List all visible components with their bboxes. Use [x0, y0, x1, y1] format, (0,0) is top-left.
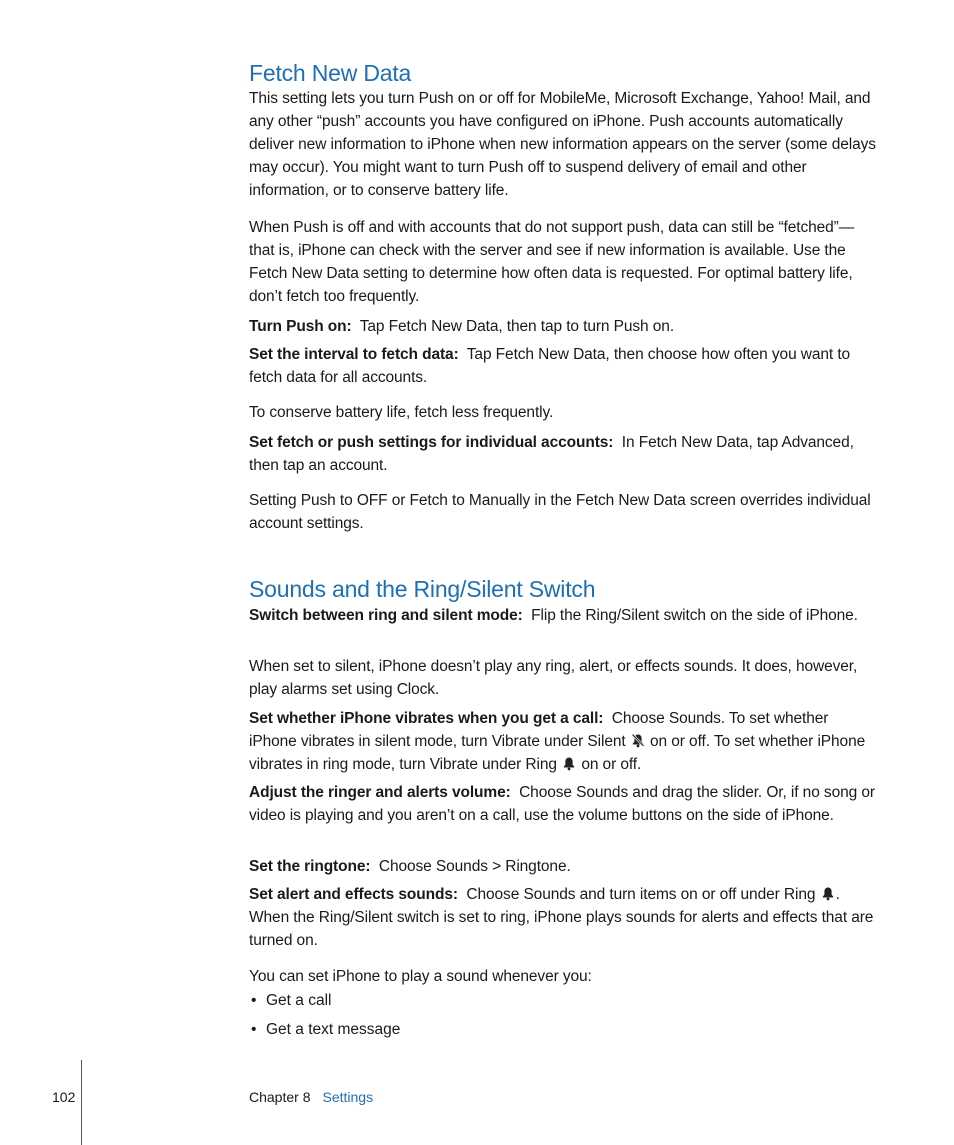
section-label: Settings: [322, 1089, 374, 1105]
heading-sounds-ring-silent: Sounds and the Ring/Silent Switch: [249, 576, 596, 602]
sound-event-list: [249, 989, 879, 1041]
sound-intro: You can set iPhone to play a sound whenever you:: [249, 968, 592, 985]
running-footer: [249, 1088, 373, 1106]
fetch-push-off-paragraph: When Push is off and with accounts that do not support push, data can still be “fetched”—that is, iPhone can check with the server and see if new information is available. Use the Fetch New Data setting to determine how often data is requested. For optimal battery life, don’t fetch too frequently.: [249, 219, 855, 305]
task-lead: Set whether iPhone vibrates when you get a call:: [249, 710, 604, 727]
task-text: Choose Sounds. To set whether iPhone vibrates in silent mode, turn Vibrate under Silent: [249, 710, 829, 750]
list-item: • Get a text message: [249, 1018, 879, 1041]
task-text: . When the Ring/Silent switch is set to ring, iPhone plays sounds for alerts and effects that are turned on.: [249, 886, 874, 949]
task-text: Tap Fetch New Data, then tap to turn Push on.: [359, 318, 675, 335]
task-text: Choose Sounds and drag the slider. Or, if no song or video is playing and you aren’t on a call, use the volume buttons on the side of iPhone.: [249, 784, 875, 824]
override-note: Setting Push to OFF or Fetch to Manually in the Fetch New Data screen overrides individual account settings.: [249, 492, 871, 532]
task-individual-accounts: [249, 431, 879, 477]
task-text: Tap Fetch New Data, then choose how often you want to fetch data for all accounts.: [249, 346, 851, 386]
task-switch-ring-silent: [249, 604, 879, 627]
footer-divider: [81, 1060, 82, 1145]
task-lead: Turn Push on:: [249, 318, 352, 335]
fetch-intro-paragraph: This setting lets you turn Push on or off for MobileMe, Microsoft Exchange, Yahoo! Mail, and any other “push” accounts you have configured on iPhone. Push accounts automatically deliver new information to iPhone when new information appears on the server (some delays may occur). You might want to turn Push off to suspend delivery of email and other information, or to conserve battery life.: [249, 90, 876, 199]
bell-icon: [562, 756, 576, 771]
task-set-ringtone: [249, 855, 879, 878]
task-turn-push-on: [249, 315, 879, 338]
task-lead: Set alert and effects sounds:: [249, 886, 458, 903]
page-number: 102: [52, 1089, 76, 1105]
task-lead: Set fetch or push settings for individual accounts:: [249, 434, 614, 451]
bell-slash-icon: [631, 733, 645, 748]
task-lead: Switch between ring and silent mode:: [249, 607, 523, 624]
heading-fetch-new-data: Fetch New Data: [249, 60, 412, 86]
conserve-battery-note: To conserve battery life, fetch less frequently.: [249, 404, 554, 421]
bell-icon: [821, 886, 835, 901]
task-text: Choose Sounds > Ringtone.: [378, 858, 571, 875]
task-text: Choose Sounds and turn items on or off under Ring: [466, 886, 816, 903]
task-text: on or off. To set whether iPhone vibrates in ring mode, turn Vibrate under Ring: [249, 733, 866, 773]
task-text: Flip the Ring/Silent switch on the side of iPhone.: [531, 607, 858, 624]
task-adjust-volume: [249, 781, 879, 827]
task-lead: Adjust the ringer and alerts volume:: [249, 784, 511, 801]
task-lead: Set the interval to fetch data:: [249, 346, 459, 363]
chapter-label: Chapter 8: [249, 1089, 311, 1105]
task-set-interval: [249, 343, 879, 389]
task-effects-sounds: [249, 883, 879, 952]
task-text: In Fetch New Data, tap Advanced, then tap an account.: [249, 434, 854, 474]
list-item: • Get a call: [249, 989, 879, 1012]
task-vibrate: [249, 707, 879, 776]
silent-mode-note: When set to silent, iPhone doesn’t play any ring, alert, or effects sounds. It does, however, play alarms set using Clock.: [249, 658, 858, 698]
task-text: on or off.: [581, 756, 642, 773]
task-lead: Set the ringtone:: [249, 858, 371, 875]
